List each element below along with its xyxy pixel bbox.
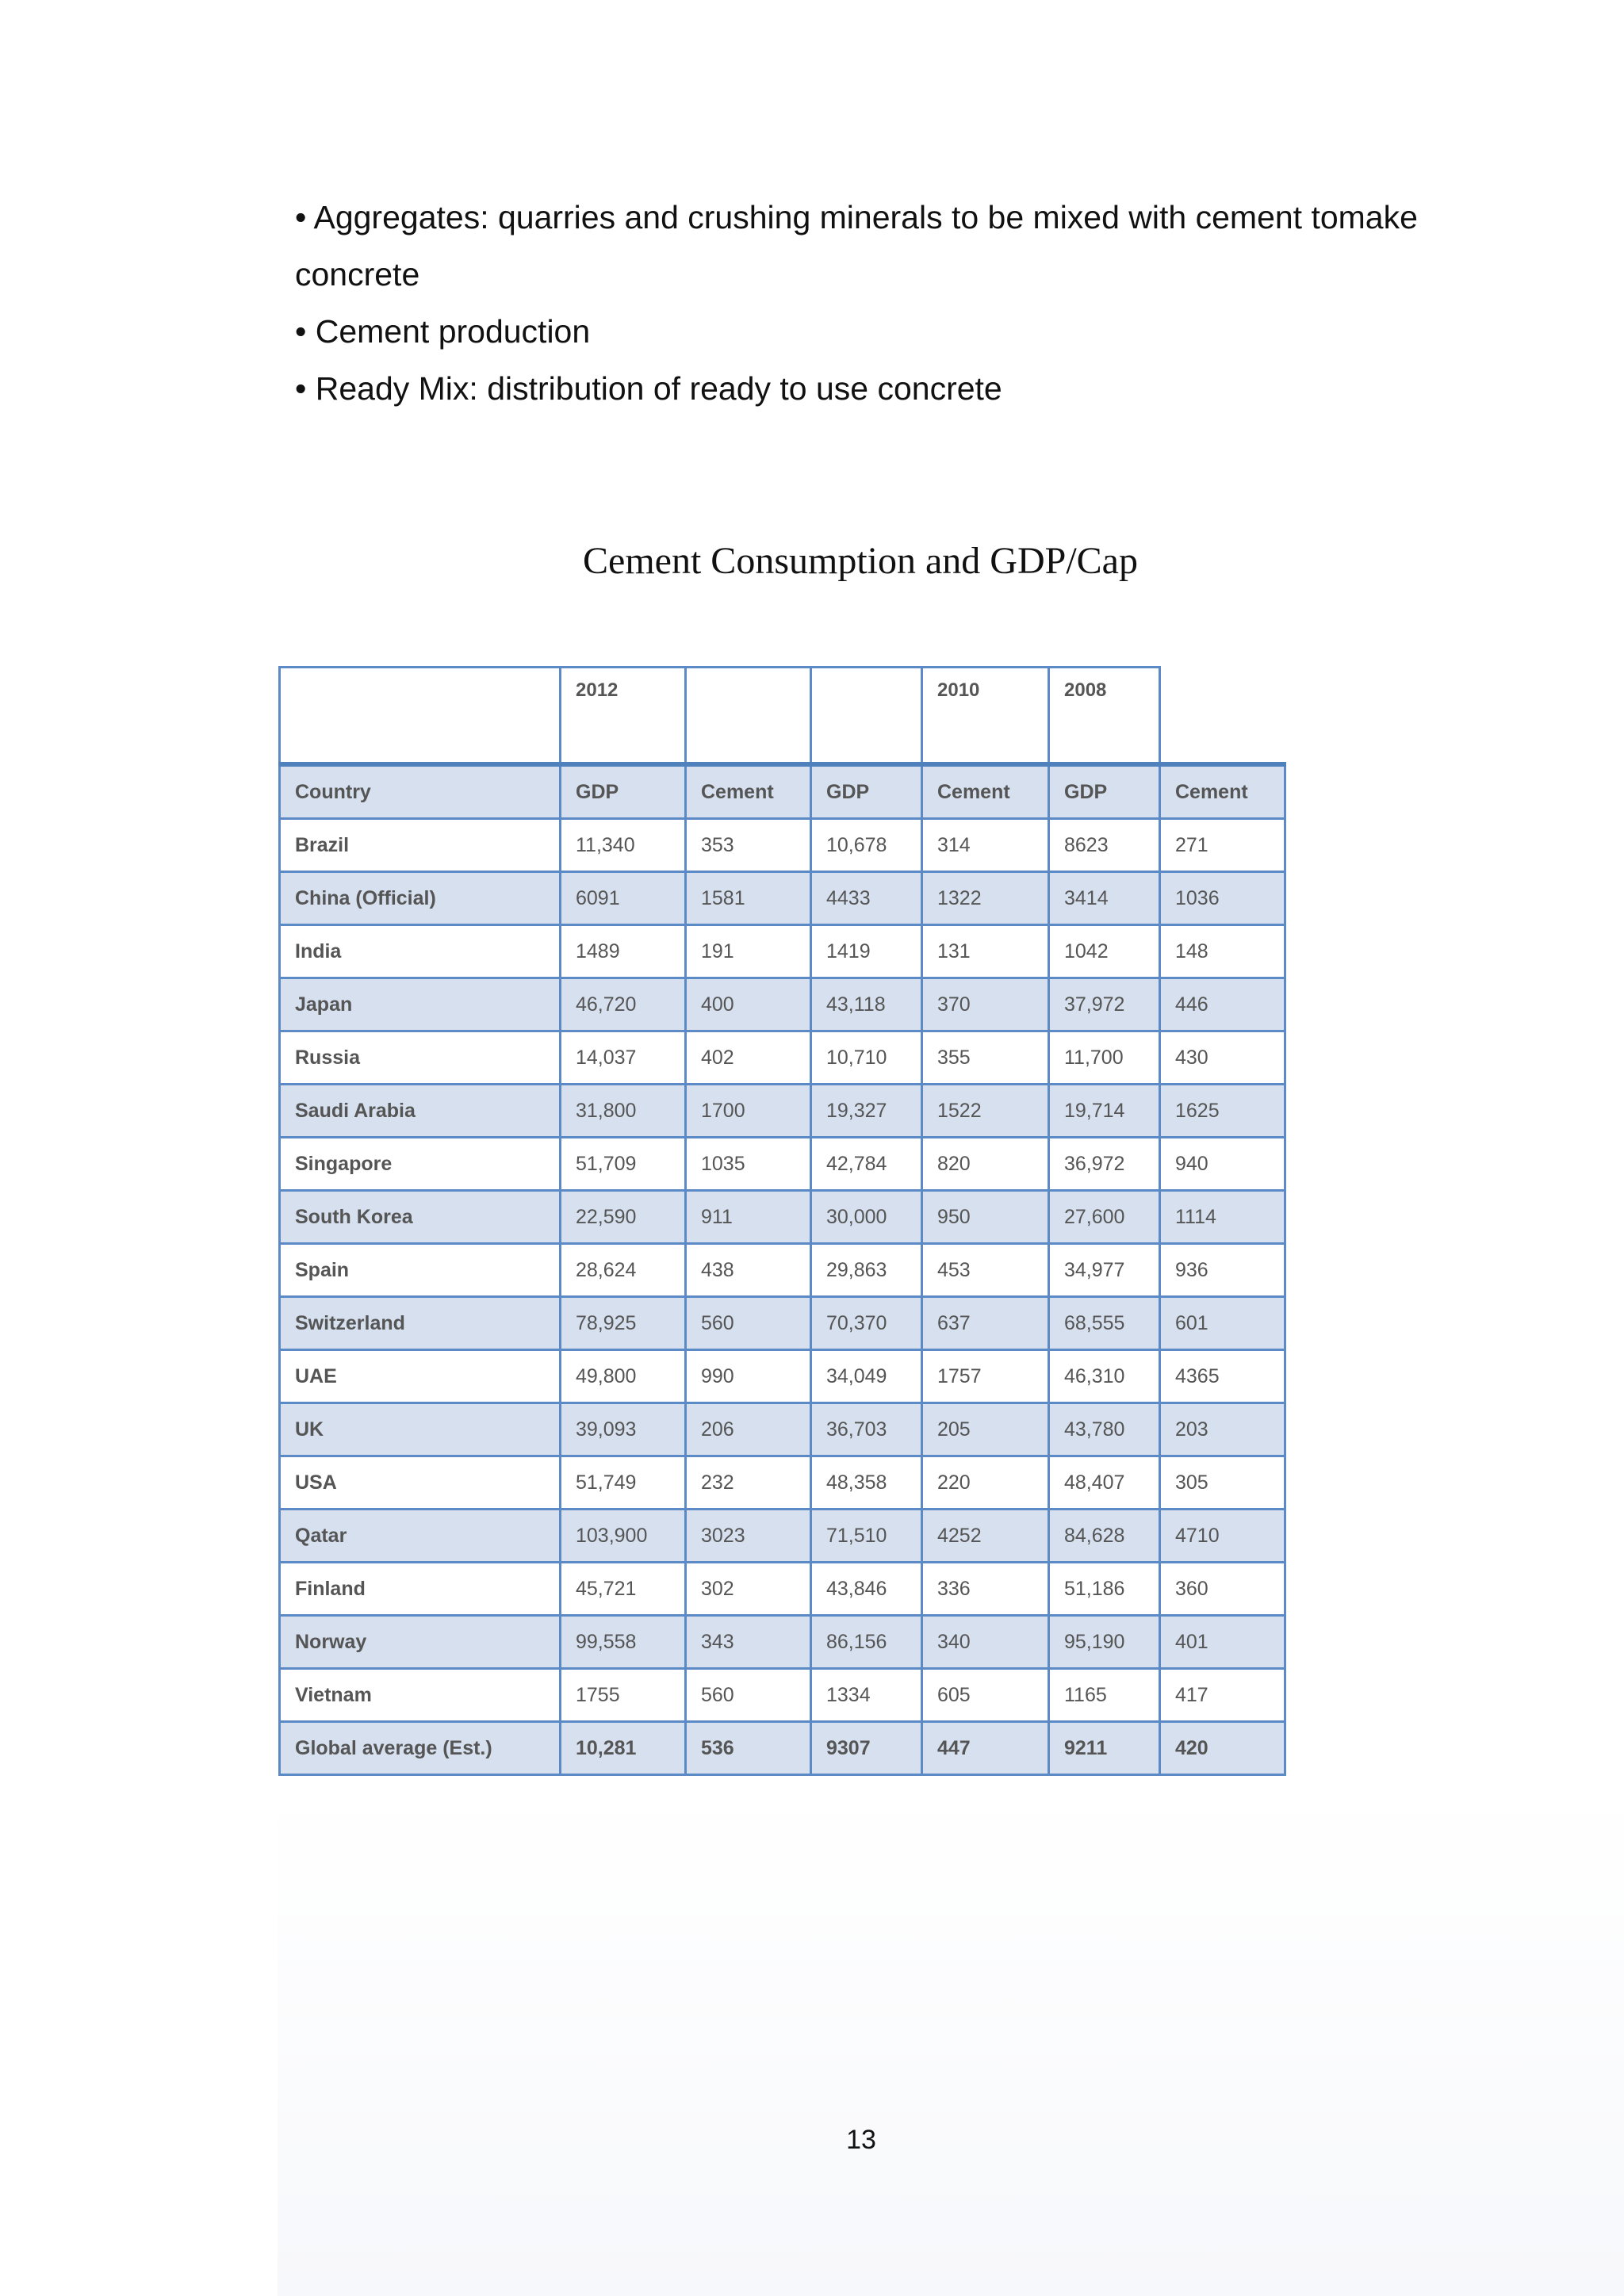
value-cell: 48,407 [1049,1456,1160,1510]
value-cell: 1036 [1160,872,1285,925]
value-cell: 400 [686,978,811,1031]
table-row [280,1031,1285,1085]
value-cell: 1322 [922,872,1049,925]
value-cell: 10,710 [811,1031,922,1085]
table-row [280,819,1285,872]
value-cell: 6091 [561,872,686,925]
value-cell: 11,700 [1049,1031,1160,1085]
value-cell: 990 [686,1350,811,1403]
country-cell: Finland [280,1563,561,1616]
value-cell: 45,721 [561,1563,686,1616]
country-cell: Japan [280,978,561,1031]
value-cell: 305 [1160,1456,1285,1510]
value-cell: 220 [922,1456,1049,1510]
bullet-line: concrete [295,256,420,293]
value-cell: 39,093 [561,1403,686,1456]
value-cell: 3414 [1049,872,1160,925]
table-row [280,978,1285,1031]
country-cell: USA [280,1456,561,1510]
value-cell: 42,784 [811,1138,922,1191]
value-cell: 4710 [1160,1510,1285,1563]
bullet-list [295,189,1532,417]
value-cell: 343 [686,1616,811,1669]
country-cell: UK [280,1403,561,1456]
table-row [280,925,1285,978]
value-cell: 205 [922,1403,1049,1456]
value-cell: 1042 [1049,925,1160,978]
country-cell: Qatar [280,1510,561,1563]
value-cell: 1035 [686,1138,811,1191]
value-cell: 51,749 [561,1456,686,1510]
value-cell: 37,972 [1049,978,1160,1031]
value-cell: 336 [922,1563,1049,1616]
value-cell: 9307 [811,1722,922,1775]
country-cell: India [280,925,561,978]
year-header-cell: 2008 [1049,668,1160,765]
country-cell: South Korea [280,1191,561,1244]
column-header-cell: GDP [561,764,686,819]
value-cell: 911 [686,1191,811,1244]
value-cell: 560 [686,1297,811,1350]
value-cell: 31,800 [561,1085,686,1138]
country-cell: Russia [280,1031,561,1085]
value-cell: 1581 [686,872,811,925]
value-cell: 302 [686,1563,811,1616]
value-cell: 1700 [686,1085,811,1138]
value-cell: 402 [686,1031,811,1085]
value-cell: 10,678 [811,819,922,872]
country-cell: Switzerland [280,1297,561,1350]
value-cell: 820 [922,1138,1049,1191]
table-row [280,872,1285,925]
country-cell: Norway [280,1616,561,1669]
cement-gdp-table [278,666,1286,1776]
global-average-row [280,1722,1285,1775]
value-cell: 420 [1160,1722,1285,1775]
value-cell: 232 [686,1456,811,1510]
value-cell: 46,720 [561,978,686,1031]
value-cell: 453 [922,1244,1049,1297]
empty-cell [1160,668,1285,765]
value-cell: 203 [1160,1403,1285,1456]
value-cell: 51,709 [561,1138,686,1191]
value-cell: 19,714 [1049,1085,1160,1138]
value-cell: 36,703 [811,1403,922,1456]
value-cell: 314 [922,819,1049,872]
value-cell: 148 [1160,925,1285,978]
value-cell: 131 [922,925,1049,978]
value-cell: 1489 [561,925,686,978]
bullet-line: • Ready Mix: distribution of ready to use concrete [295,370,1002,407]
value-cell: 370 [922,978,1049,1031]
year-header-cell [811,668,922,765]
value-cell: 417 [1160,1669,1285,1722]
column-header-cell: Cement [1160,764,1285,819]
value-cell: 4252 [922,1510,1049,1563]
page-shading [278,1792,1624,2296]
year-header-cell [686,668,811,765]
year-header-cell: 2012 [561,668,686,765]
value-cell: 605 [922,1669,1049,1722]
table-row [280,1244,1285,1297]
table-title: Cement Consumption and GDP/Cap [583,540,1138,582]
year-header-cell [280,668,561,765]
value-cell: 30,000 [811,1191,922,1244]
value-cell: 46,310 [1049,1350,1160,1403]
table-row [280,1297,1285,1350]
value-cell: 360 [1160,1563,1285,1616]
table-row [280,1616,1285,1669]
column-header-cell: Country [280,764,561,819]
value-cell: 14,037 [561,1031,686,1085]
value-cell: 19,327 [811,1085,922,1138]
column-header-cell: Cement [686,764,811,819]
value-cell: 51,186 [1049,1563,1160,1616]
table-row [280,1138,1285,1191]
value-cell: 28,624 [561,1244,686,1297]
year-header-row [280,668,1285,765]
value-cell: 10,281 [561,1722,686,1775]
country-cell: Global average (Est.) [280,1722,561,1775]
value-cell: 1114 [1160,1191,1285,1244]
table-row [280,1350,1285,1403]
page-number: 13 [846,2125,876,2155]
bullet-line: • Aggregates: quarries and crushing minerals to be mixed with cement tomake [295,199,1418,235]
value-cell: 43,118 [811,978,922,1031]
column-header-cell: Cement [922,764,1049,819]
column-header-cell: GDP [811,764,922,819]
value-cell: 940 [1160,1138,1285,1191]
value-cell: 34,049 [811,1350,922,1403]
value-cell: 43,780 [1049,1403,1160,1456]
value-cell: 103,900 [561,1510,686,1563]
country-cell: Vietnam [280,1669,561,1722]
table-row [280,1669,1285,1722]
value-cell: 1755 [561,1669,686,1722]
value-cell: 48,358 [811,1456,922,1510]
country-cell: Saudi Arabia [280,1085,561,1138]
country-cell: UAE [280,1350,561,1403]
value-cell: 355 [922,1031,1049,1085]
value-cell: 438 [686,1244,811,1297]
value-cell: 68,555 [1049,1297,1160,1350]
value-cell: 950 [922,1191,1049,1244]
table-row [280,1191,1285,1244]
table-row [280,1563,1285,1616]
value-cell: 1522 [922,1085,1049,1138]
value-cell: 36,972 [1049,1138,1160,1191]
value-cell: 447 [922,1722,1049,1775]
value-cell: 446 [1160,978,1285,1031]
value-cell: 22,590 [561,1191,686,1244]
value-cell: 78,925 [561,1297,686,1350]
table-row [280,1456,1285,1510]
value-cell: 95,190 [1049,1616,1160,1669]
value-cell: 536 [686,1722,811,1775]
value-cell: 9211 [1049,1722,1160,1775]
column-header-row [280,764,1285,819]
value-cell: 191 [686,925,811,978]
country-cell: China (Official) [280,872,561,925]
table-row [280,1085,1285,1138]
value-cell: 206 [686,1403,811,1456]
value-cell: 27,600 [1049,1191,1160,1244]
country-cell: Brazil [280,819,561,872]
value-cell: 340 [922,1616,1049,1669]
value-cell: 430 [1160,1031,1285,1085]
value-cell: 11,340 [561,819,686,872]
value-cell: 560 [686,1669,811,1722]
value-cell: 637 [922,1297,1049,1350]
table-row [280,1403,1285,1456]
column-header-cell: GDP [1049,764,1160,819]
value-cell: 70,370 [811,1297,922,1350]
value-cell: 99,558 [561,1616,686,1669]
value-cell: 49,800 [561,1350,686,1403]
value-cell: 84,628 [1049,1510,1160,1563]
value-cell: 353 [686,819,811,872]
value-cell: 4365 [1160,1350,1285,1403]
value-cell: 8623 [1049,819,1160,872]
value-cell: 271 [1160,819,1285,872]
value-cell: 3023 [686,1510,811,1563]
value-cell: 34,977 [1049,1244,1160,1297]
value-cell: 601 [1160,1297,1285,1350]
bullet-line: • Cement production [295,313,591,350]
value-cell: 1334 [811,1669,922,1722]
value-cell: 71,510 [811,1510,922,1563]
value-cell: 1165 [1049,1669,1160,1722]
value-cell: 936 [1160,1244,1285,1297]
value-cell: 4433 [811,872,922,925]
value-cell: 86,156 [811,1616,922,1669]
country-cell: Singapore [280,1138,561,1191]
table-row [280,1510,1285,1563]
value-cell: 43,846 [811,1563,922,1616]
value-cell: 401 [1160,1616,1285,1669]
value-cell: 1419 [811,925,922,978]
value-cell: 1625 [1160,1085,1285,1138]
value-cell: 1757 [922,1350,1049,1403]
year-header-cell: 2010 [922,668,1049,765]
value-cell: 29,863 [811,1244,922,1297]
country-cell: Spain [280,1244,561,1297]
